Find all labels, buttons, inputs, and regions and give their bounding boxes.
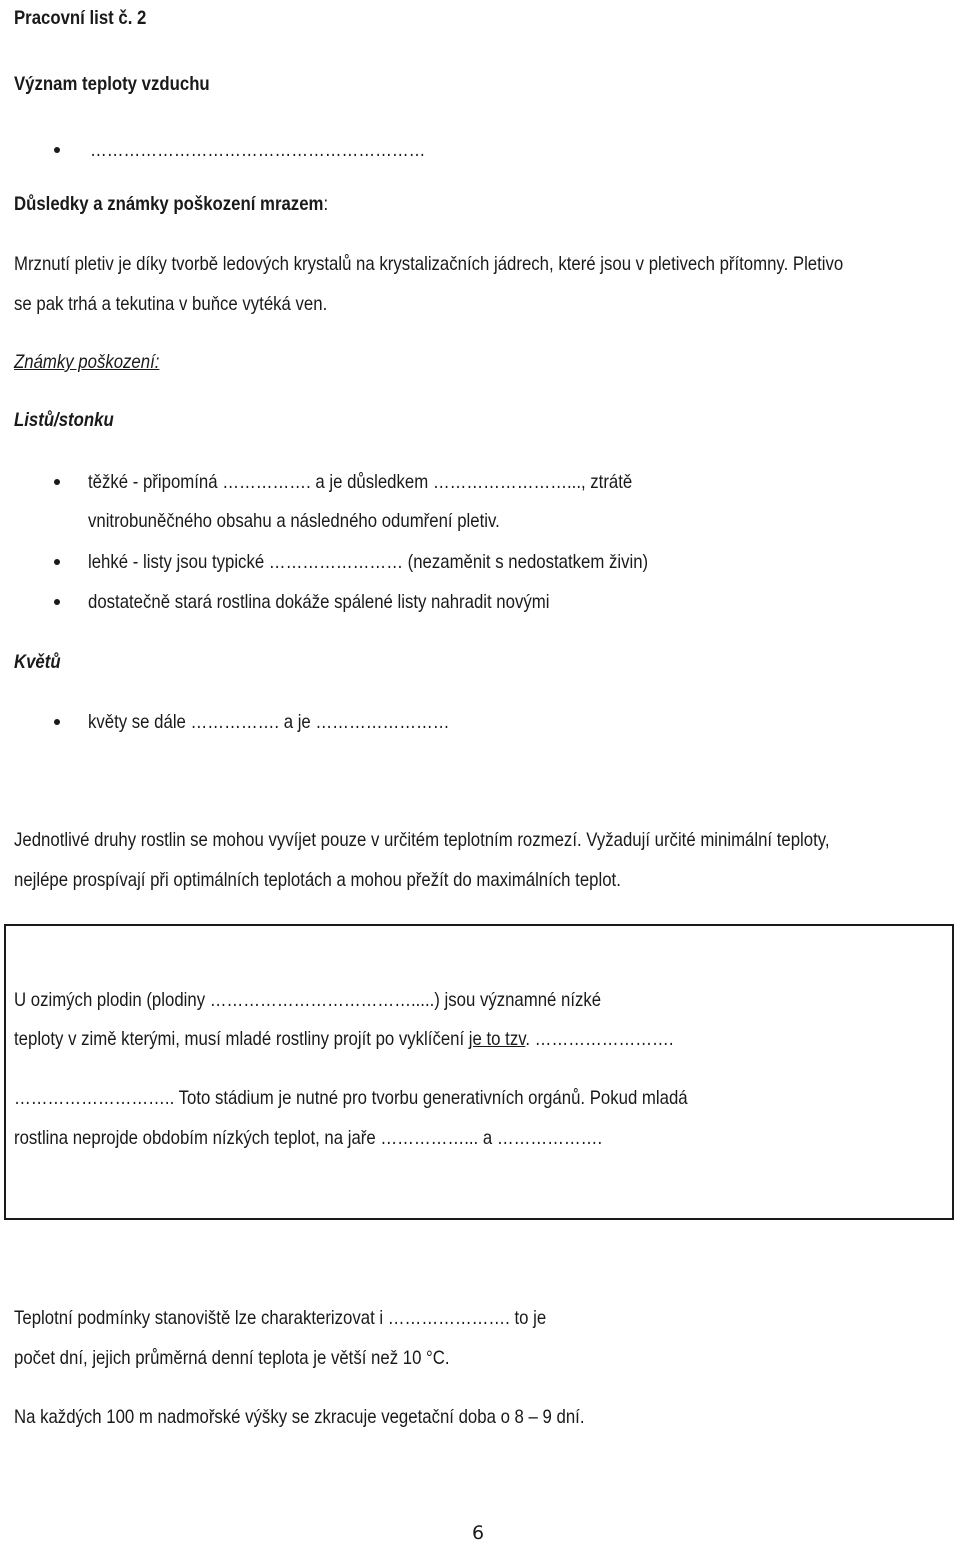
bullet-dot <box>54 559 60 565</box>
leaves-stem-heading: Listů/stonku <box>14 409 114 431</box>
leaves-bullet-replace: dostatečně stará rostlina dokáže spálené listy nahradit novými <box>88 591 550 613</box>
page-title: Pracovní list č. 2 <box>14 7 147 29</box>
winter-box-line-1: U ozimých plodin (plodiny ……………………………….....) jsou významné nízké <box>14 989 602 1011</box>
altitude-line: Na každých 100 m nadmořské výšky se zkracuje vegetační doba o 8 – 9 dní. <box>14 1406 585 1428</box>
page-number: 6 <box>472 1522 485 1544</box>
frost-paragraph-line-2: se pak trhá a tekutina v buňce vytéká ven. <box>14 293 328 315</box>
leaves-bullet-light: lehké - listy jsou typické …………………… (nezaměnit s nedostatkem živin) <box>88 551 649 573</box>
leaves-bullet-heavy-continued: vnitrobuněčného obsahu a následného odumření pletiv. <box>88 510 500 532</box>
frost-paragraph-line-1: Mrznutí pletiv je díky tvorbě ledových krystalů na krystalizačních jádrech, které jsou v pletivech přítomny. Pletivo <box>14 253 844 275</box>
section-heading-frost-damage <box>14 192 328 216</box>
habitat-line-2: počet dní, jejich průměrná denní teplota je větší než 10 °C. <box>14 1347 450 1369</box>
winter-box-line-4: rostlina neprojde obdobím nízkých teplot, na jaře ……………... a ………………. <box>14 1127 603 1149</box>
damage-signs-heading: Známky poškození: <box>14 351 160 373</box>
winter-box-line-2-blank: . ……………………. <box>525 1028 674 1050</box>
bullet-dot <box>54 479 60 485</box>
temperature-range-line-2: nejlépe prospívají při optimálních teplotách a mohou přežít do maximálních teplot. <box>14 869 621 891</box>
habitat-line-1: Teplotní podmínky stanoviště lze charakterizovat i …………………. to je <box>14 1307 547 1329</box>
section-heading-air-temperature: Význam teploty vzduchu <box>14 73 210 95</box>
blank-line: …………………………………………………… <box>90 139 426 161</box>
flowers-heading: Květů <box>14 651 61 673</box>
flowers-bullet: květy se dále ……………. a je …………………… <box>88 711 450 733</box>
winter-box-line-3: ……………………….. Toto stádium je nutné pro tvorbu generativních orgánů. Pokud mladá <box>14 1087 688 1109</box>
winter-box-term-label: je to tzv <box>468 1028 526 1050</box>
bullet-dot <box>54 599 60 605</box>
winter-box-line-2-text: teploty v zimě kterými, musí mladé rostliny projít po vyklíčení <box>14 1028 469 1050</box>
leaves-bullet-heavy: těžké - připomíná ……………. a je důsledkem ……………………..., ztrátě <box>88 471 633 493</box>
frost-heading-text: Důsledky a známky poškození mrazem <box>14 193 324 215</box>
bullet-dot <box>54 719 60 725</box>
frost-heading-colon: : <box>323 193 329 215</box>
temperature-range-line-1: Jednotlivé druhy rostlin se mohou vyvíjet pouze v určitém teplotním rozmezí. Vyžadují určité minimální teploty, <box>14 829 830 851</box>
winter-crops-box <box>4 924 954 1220</box>
bullet-dot <box>54 147 60 153</box>
winter-box-line-2 <box>14 1027 673 1051</box>
